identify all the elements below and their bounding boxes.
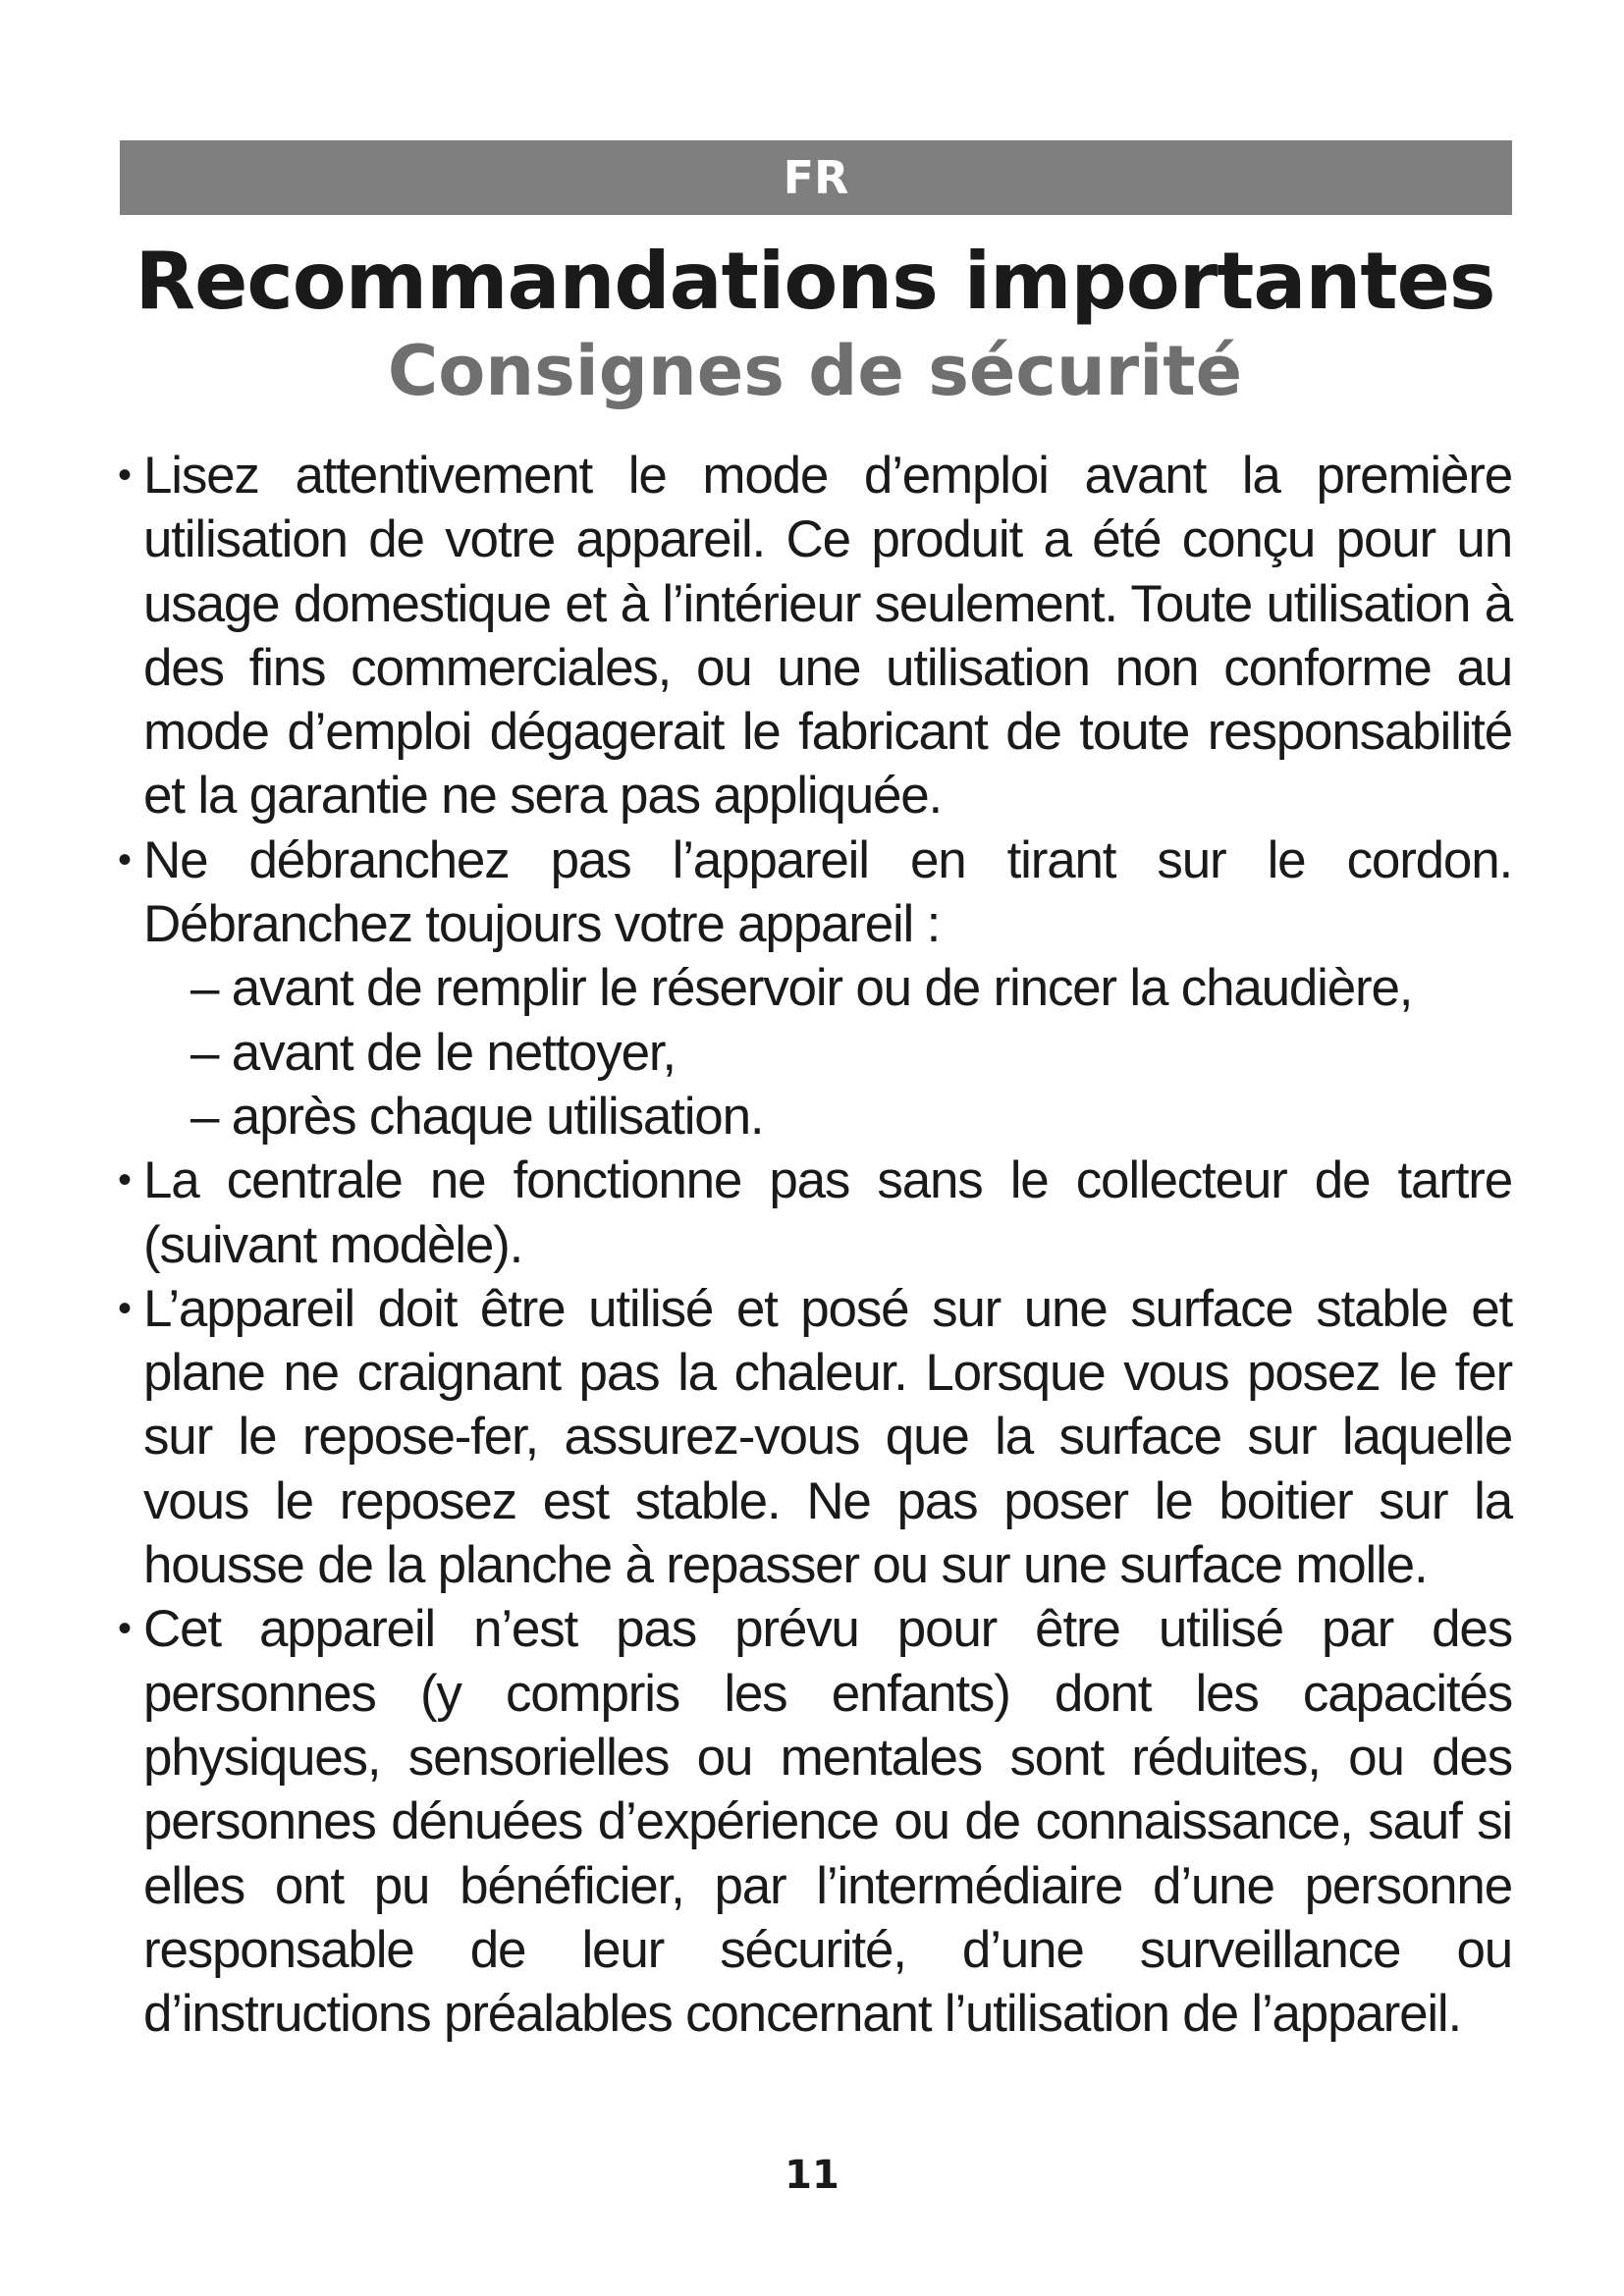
list-item-text: Cet appareil n’est pas prévu pour être utilisé par des personnes (y compris les enfants) dont les capacités physiques, sensorielles ou mentales sont réduites, ou des personnes dénuées d’expérience ou de connaissance, sauf si elles ont pu bénéficier, par l’intermédiaire d’une personne responsable de leur sécurité, d’une surveillance ou d’instructions préalables concernant l’utilisation de l’appareil. — [143, 1600, 1512, 2044]
bullet-icon: • — [118, 454, 131, 497]
list-item-text: Lisez attentivement le mode d’emploi avant la première utilisation de votre appareil. Ce produit a été conçu pour un usage domestique et à l’intérieur seulement. Toute utilisation à des fins commerciales, ou une utilisation non conforme au mode d’emploi dégagerait le fabricant de toute responsabilité et la garantie ne sera pas appliquée. — [143, 447, 1512, 826]
sub-list-item: – avant de remplir le réservoir ou de rincer la chaudière, — [190, 959, 1413, 1018]
list-item-text: L’appareil doit être utilisé et posé sur une surface stable et plane ne craignant pas la chaleur. Lorsque vous posez le fer sur le repose-fer, assurez-vous que la surface sur laquelle vous le reposez est stable. Ne pas poser le boitier sur la housse de la planche à repasser ou sur une surface molle. — [143, 1279, 1512, 1595]
page-title: Recommandations importantes — [135, 236, 1495, 327]
list-item — [118, 1277, 1512, 1597]
language-code: FR — [783, 151, 849, 204]
sub-list — [143, 956, 1512, 1148]
list-item — [118, 1597, 1512, 2046]
list-item — [118, 1148, 1512, 1277]
list-item — [118, 444, 1512, 828]
list-item — [118, 828, 1512, 1148]
safety-instructions — [118, 444, 1512, 2046]
instruction-list — [118, 444, 1512, 2046]
list-item-text: La centrale ne fonctionne pas sans le collecteur de tartre (suivant modèle). — [143, 1151, 1512, 1274]
page-subtitle: Consignes de sécurité — [387, 331, 1243, 411]
sub-list-item: – avant de le nettoyer, — [190, 1023, 676, 1082]
bullet-icon: • — [118, 1158, 131, 1202]
list-item-text: Ne débranchez pas l’appareil en tirant sur le cordon. Débranchez toujours votre appareil : — [143, 830, 1512, 954]
bullet-icon: • — [118, 837, 131, 881]
sub-list-item: – après chaque utilisation. — [190, 1087, 764, 1146]
bullet-icon: • — [118, 1286, 131, 1330]
bullet-icon: • — [118, 1607, 131, 1651]
page-number: 11 — [785, 2153, 839, 2198]
language-banner — [120, 140, 1512, 215]
